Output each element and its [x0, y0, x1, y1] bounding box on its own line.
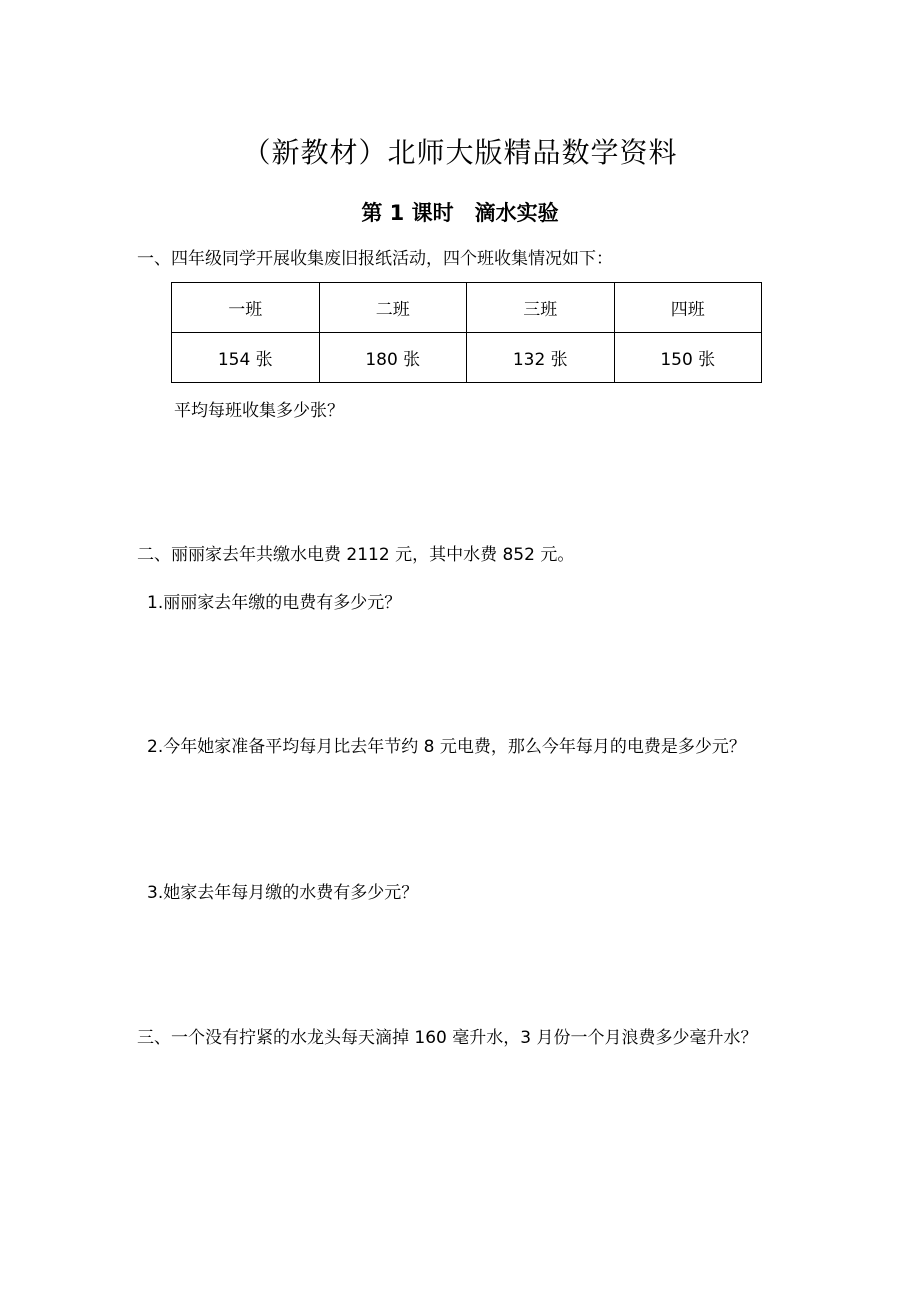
paper-collection-table [171, 282, 762, 383]
table-header-cell: 二班 [319, 283, 467, 333]
document-title: （新教材）北师大版精品数学资料 [242, 136, 678, 169]
table-header-cell: 一班 [172, 283, 320, 333]
question-2-prompt: 二、丽丽家去年共缴水电费 2112 元，其中水费 852 元。 [137, 545, 575, 565]
table-cell: 150 张 [614, 333, 762, 383]
table-cell: 154 张 [172, 333, 320, 383]
question-2-sub-1: 1.丽丽家去年缴的电费有多少元？ [147, 593, 402, 613]
question-2-sub-3: 3.她家去年每月缴的水费有多少元？ [147, 883, 419, 903]
table-header-cell: 四班 [614, 283, 762, 333]
table-cell: 180 张 [319, 333, 467, 383]
lesson-title: 第 1 课时 滴水实验 [361, 201, 559, 225]
table-header-row [172, 283, 762, 333]
table-header-cell: 三班 [467, 283, 615, 333]
table-row [172, 333, 762, 383]
question-3-prompt: 三、一个没有拧紧的水龙头每天滴掉 160 毫升水，3 月份一个月浪费多少毫升水？ [137, 1028, 758, 1048]
question-2-sub-2: 2.今年她家准备平均每月比去年节约 8 元电费，那么今年每月的电费是多少元？ [147, 737, 746, 757]
question-1-text: 平均每班收集多少张？ [174, 401, 344, 421]
question-1-prompt: 一、四年级同学开展收集废旧报纸活动，四个班收集情况如下： [137, 249, 613, 269]
table-cell: 132 张 [467, 333, 615, 383]
